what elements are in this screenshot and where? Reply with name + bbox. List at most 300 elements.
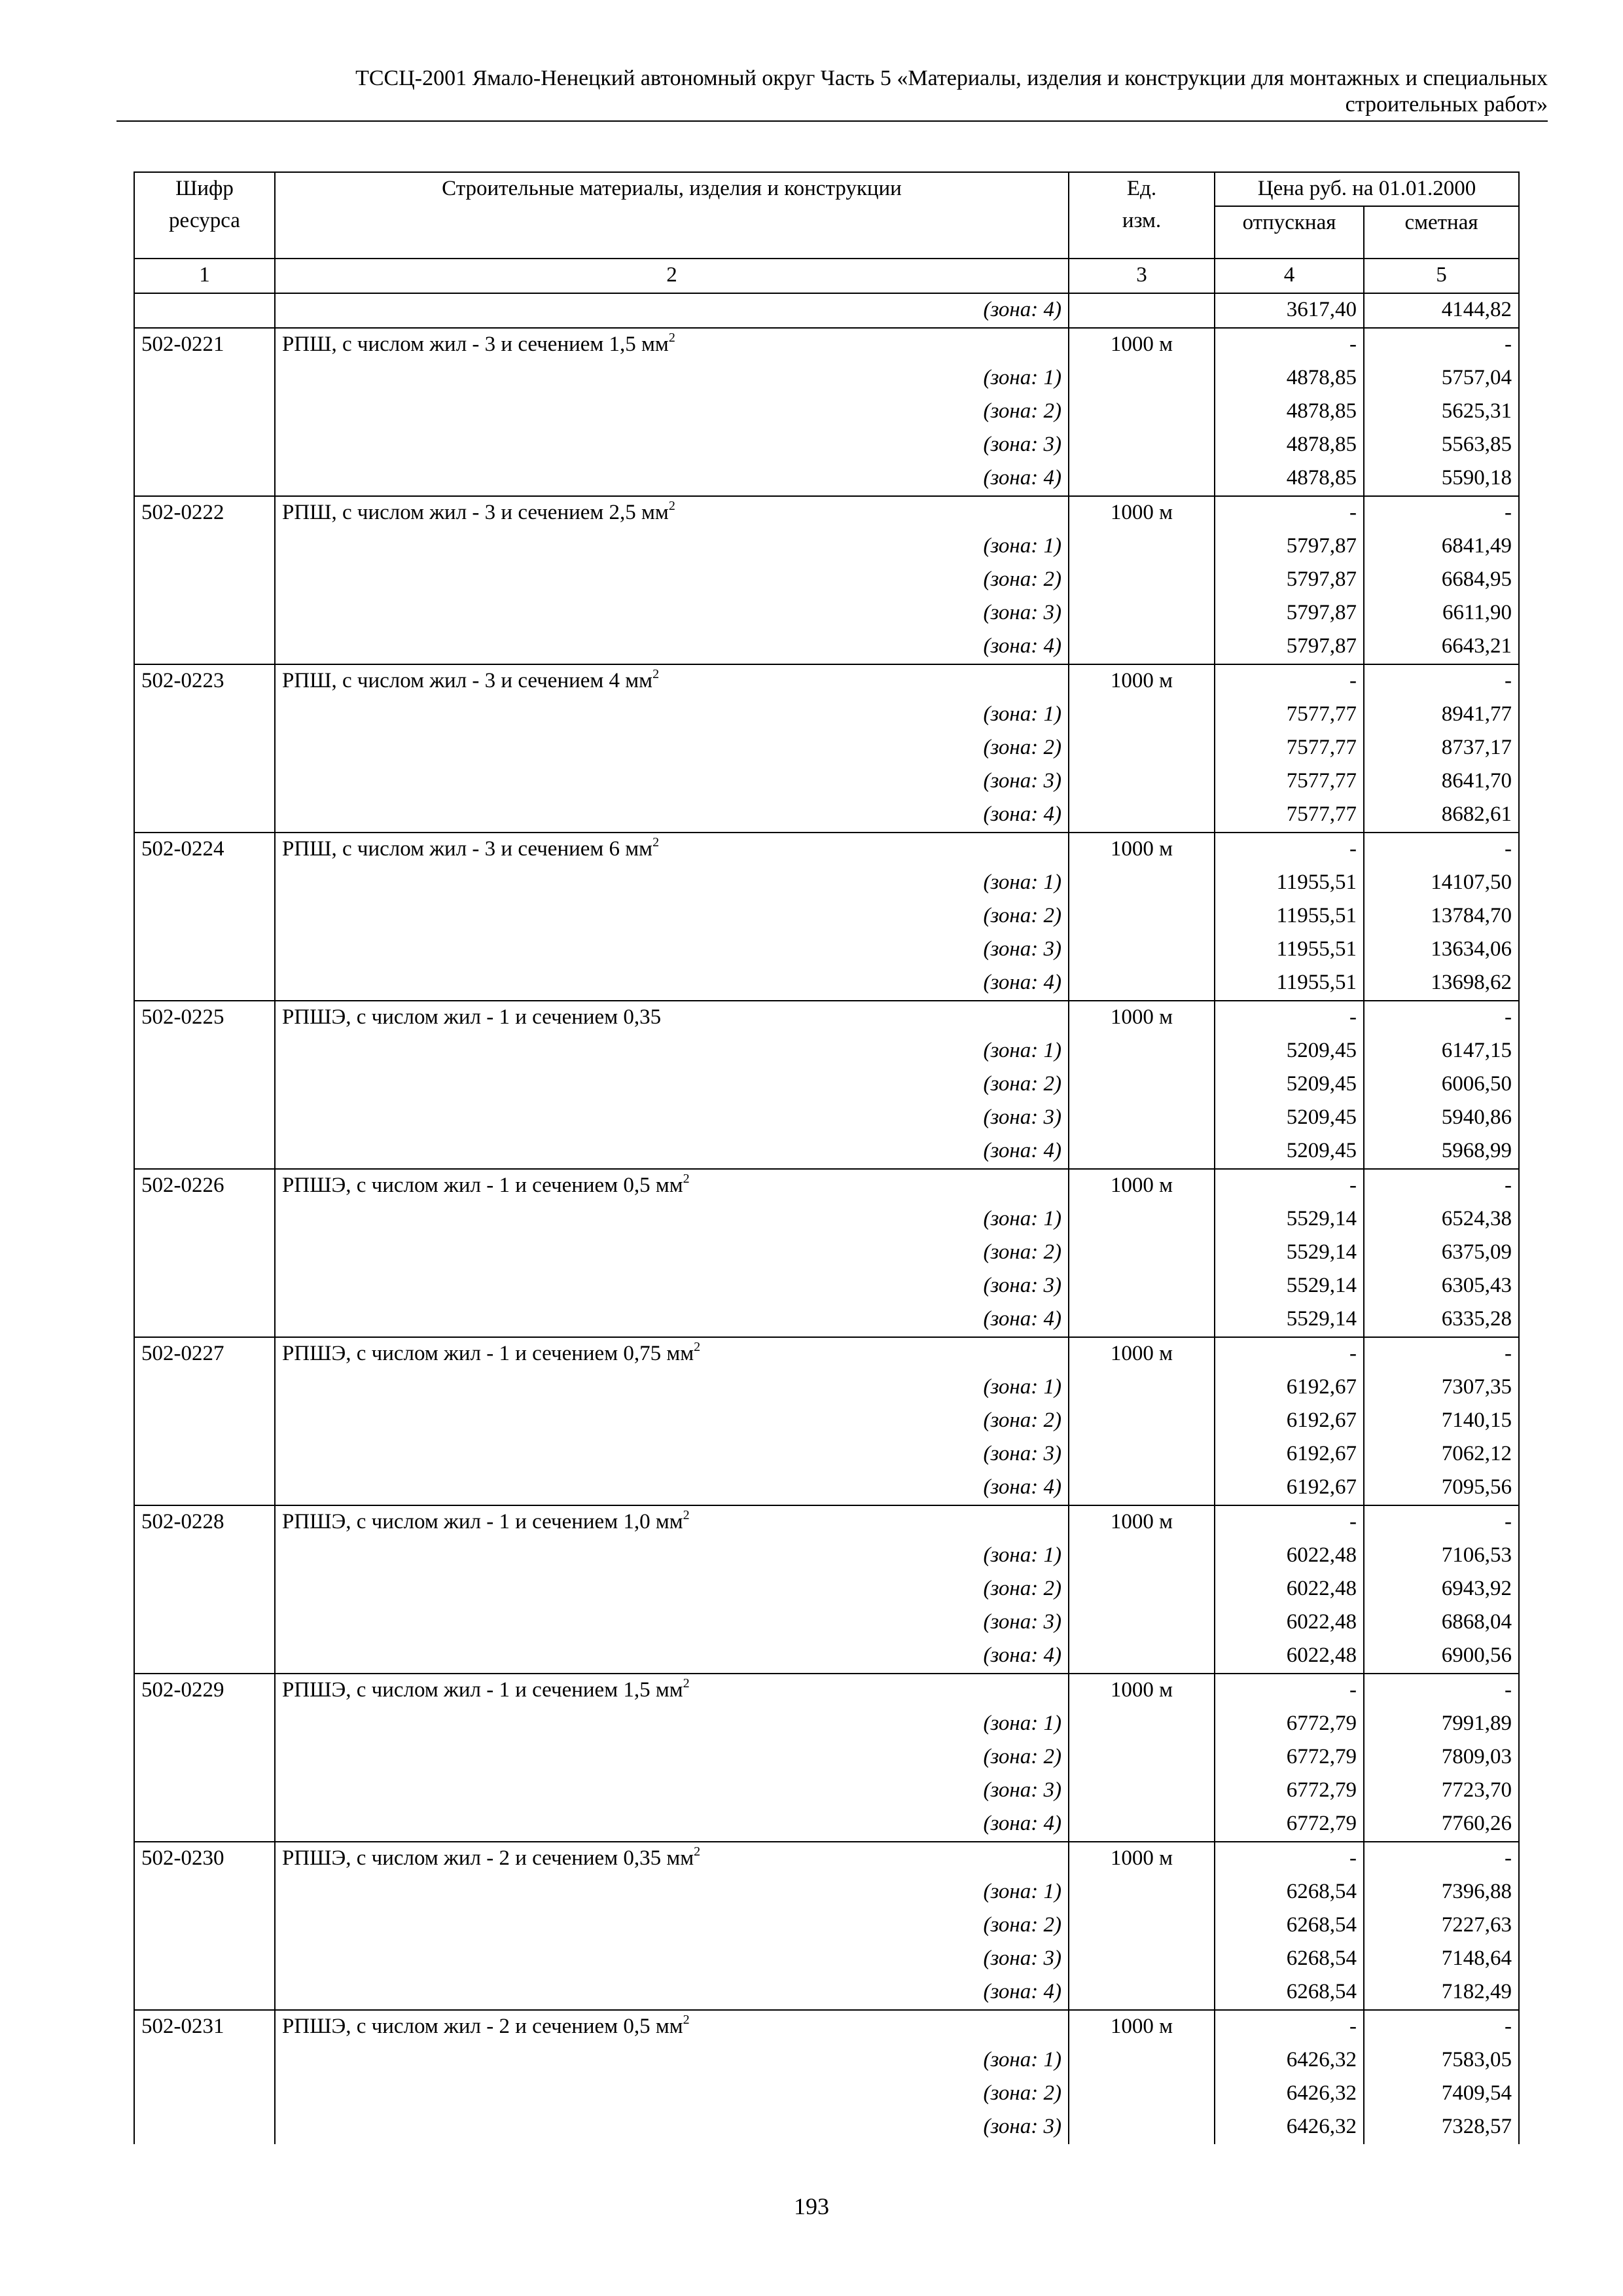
- zone-label: (зона: 3): [275, 1438, 1069, 1471]
- header-line-2: строительных работ»: [1345, 92, 1548, 117]
- zone-label: (зона: 3): [275, 1774, 1069, 1808]
- estimate-price: 6147,15: [1364, 1035, 1519, 1068]
- estimate-price: 6375,09: [1364, 1236, 1519, 1270]
- estimate-price: 6841,49: [1364, 530, 1519, 564]
- release-price: 5209,45: [1215, 1068, 1364, 1102]
- resource-code: [134, 1539, 275, 1573]
- unit-cell: 1000 м: [1069, 328, 1215, 362]
- resource-code: [134, 798, 275, 833]
- estimate-price: 6643,21: [1364, 630, 1519, 664]
- release-price: 3617,40: [1215, 293, 1364, 328]
- zone-row: [134, 732, 1519, 765]
- estimate-price: 5625,31: [1364, 395, 1519, 429]
- column-number: 2: [275, 259, 1069, 293]
- resource-code: [134, 1068, 275, 1102]
- resource-name: [275, 1505, 1069, 1539]
- unit-cell: 1000 м: [1069, 2010, 1215, 2044]
- resource-code: [134, 732, 275, 765]
- zone-label: (зона: 3): [275, 2111, 1069, 2144]
- unit-cell: [1069, 1270, 1215, 1303]
- estimate-price: 13784,70: [1364, 900, 1519, 933]
- resource-code: [134, 1774, 275, 1808]
- zone-label: (зона: 1): [275, 698, 1069, 732]
- zone-label: (зона: 4): [275, 798, 1069, 833]
- release-price: 5797,87: [1215, 630, 1364, 664]
- zone-label: (зона: 4): [275, 1135, 1069, 1169]
- release-price: 5529,14: [1215, 1303, 1364, 1337]
- zone-row: [134, 1303, 1519, 1337]
- resource-code: [134, 429, 275, 462]
- unit-cell: [1069, 429, 1215, 462]
- table-row: [134, 328, 1519, 362]
- unit-cell: [1069, 1035, 1215, 1068]
- header-line-1: ТССЦ-2001 Ямало-Ненецкий автономный округ Часть 5 «Материалы, изделия и конструкции для монтажных и специальных: [355, 66, 1548, 90]
- estimate-price: 6335,28: [1364, 1303, 1519, 1337]
- resource-code: [134, 597, 275, 630]
- resource-group: [134, 328, 1519, 496]
- unit-cell: [1069, 1640, 1215, 1674]
- resource-name-text: РПШЭ, с числом жил - 1 и сечением 0,35: [282, 1005, 662, 1029]
- zone-row: [134, 1102, 1519, 1135]
- zone-label: (зона: 1): [275, 1876, 1069, 1909]
- estimate-price: 7106,53: [1364, 1539, 1519, 1573]
- release-price: 5209,45: [1215, 1035, 1364, 1068]
- unit-superscript: 2: [683, 1676, 690, 1691]
- unit-cell: [1069, 597, 1215, 630]
- release-price: -: [1215, 2010, 1364, 2044]
- resource-name: [275, 1674, 1069, 1708]
- zone-label: (зона: 4): [275, 1808, 1069, 1842]
- unit-cell: [1069, 1774, 1215, 1808]
- table-row: [134, 1674, 1519, 1708]
- estimate-price: 5757,04: [1364, 362, 1519, 395]
- unit-cell: 1000 м: [1069, 496, 1215, 530]
- resource-group: [134, 2010, 1519, 2144]
- unit-cell: [1069, 564, 1215, 597]
- unit-superscript: 2: [694, 1340, 701, 1354]
- zone-row: [134, 933, 1519, 967]
- zone-label: (зона: 2): [275, 1236, 1069, 1270]
- resource-name: [275, 496, 1069, 530]
- zone-row: [134, 1035, 1519, 1068]
- release-price: -: [1215, 1674, 1364, 1708]
- resource-code: [134, 867, 275, 900]
- unit-cell: [1069, 2111, 1215, 2144]
- release-price: 7577,77: [1215, 798, 1364, 833]
- zone-row: [134, 1943, 1519, 1976]
- resource-code: [134, 1371, 275, 1405]
- resource-code: [134, 1909, 275, 1943]
- estimate-price: -: [1364, 1337, 1519, 1371]
- release-price: 6022,48: [1215, 1573, 1364, 1606]
- resource-code: [134, 1640, 275, 1674]
- zone-label: (зона: 2): [275, 1405, 1069, 1438]
- resource-code: 502-0221: [134, 328, 275, 362]
- unit-cell: 1000 м: [1069, 1337, 1215, 1371]
- release-price: 6426,32: [1215, 2044, 1364, 2077]
- release-price: 6022,48: [1215, 1640, 1364, 1674]
- estimate-price: 7328,57: [1364, 2111, 1519, 2144]
- release-price: -: [1215, 1505, 1364, 1539]
- resource-name-text: РПШ, с числом жил - 3 и сечением 1,5 мм: [282, 332, 669, 356]
- carry-over-group: [134, 293, 1519, 328]
- release-price: -: [1215, 1842, 1364, 1876]
- release-price: 6772,79: [1215, 1741, 1364, 1774]
- unit-cell: [1069, 1371, 1215, 1405]
- estimate-price: 7396,88: [1364, 1876, 1519, 1909]
- resource-code: 502-0224: [134, 833, 275, 867]
- unit-cell: [1069, 530, 1215, 564]
- zone-row: [134, 1405, 1519, 1438]
- table-row: [134, 1001, 1519, 1035]
- unit-cell: 1000 м: [1069, 833, 1215, 867]
- unit-cell: [1069, 1708, 1215, 1741]
- header-price: Цена руб. на 01.01.2000: [1215, 172, 1519, 206]
- unit-cell: [1069, 293, 1215, 328]
- zone-row: [134, 900, 1519, 933]
- unit-cell: [1069, 1405, 1215, 1438]
- unit-cell: 1000 м: [1069, 1505, 1215, 1539]
- zone-row: [134, 395, 1519, 429]
- unit-cell: [1069, 732, 1215, 765]
- zone-row: [134, 765, 1519, 798]
- header-release-price: отпускная: [1215, 206, 1364, 259]
- resource-code: 502-0227: [134, 1337, 275, 1371]
- zone-label: (зона: 4): [275, 1471, 1069, 1505]
- release-price: 7577,77: [1215, 732, 1364, 765]
- unit-cell: 1000 м: [1069, 1169, 1215, 1203]
- resource-code: [134, 1303, 275, 1337]
- estimate-price: 7409,54: [1364, 2077, 1519, 2111]
- release-price: -: [1215, 1169, 1364, 1203]
- price-table: [134, 171, 1520, 2144]
- zone-row: [134, 1909, 1519, 1943]
- unit-superscript: 2: [668, 499, 675, 513]
- resource-code: [134, 2077, 275, 2111]
- resource-code: [134, 1203, 275, 1236]
- release-price: 6192,67: [1215, 1371, 1364, 1405]
- resource-code: [134, 1876, 275, 1909]
- resource-code: [134, 1976, 275, 2010]
- estimate-price: -: [1364, 328, 1519, 362]
- estimate-price: 7760,26: [1364, 1808, 1519, 1842]
- zone-row: [134, 1606, 1519, 1640]
- release-price: 6772,79: [1215, 1774, 1364, 1808]
- unit-cell: 1000 м: [1069, 664, 1215, 698]
- zone-label: (зона: 4): [275, 293, 1069, 328]
- resource-code: [134, 395, 275, 429]
- unit-cell: [1069, 1808, 1215, 1842]
- unit-cell: [1069, 362, 1215, 395]
- zone-label: (зона: 3): [275, 1943, 1069, 1976]
- unit-cell: [1069, 1741, 1215, 1774]
- unit-cell: [1069, 1102, 1215, 1135]
- resource-code: [134, 1708, 275, 1741]
- estimate-price: 13698,62: [1364, 967, 1519, 1001]
- page-header: [116, 65, 1548, 118]
- resource-code: 502-0226: [134, 1169, 275, 1203]
- unit-cell: [1069, 462, 1215, 496]
- resource-code: [134, 293, 275, 328]
- page-number: 193: [794, 2193, 829, 2219]
- zone-row: [134, 630, 1519, 664]
- unit-cell: [1069, 1236, 1215, 1270]
- estimate-price: 7095,56: [1364, 1471, 1519, 1505]
- zone-label: (зона: 3): [275, 429, 1069, 462]
- resource-name: [275, 1169, 1069, 1203]
- header-code: Шифр ресурса: [134, 172, 275, 259]
- resource-name-text: РПШЭ, с числом жил - 1 и сечением 0,5 мм: [282, 1174, 683, 1197]
- estimate-price: 4144,82: [1364, 293, 1519, 328]
- release-price: 6022,48: [1215, 1606, 1364, 1640]
- unit-superscript: 2: [683, 2013, 690, 2027]
- zone-row: [134, 2111, 1519, 2144]
- zone-row: [134, 1270, 1519, 1303]
- zone-label: (зона: 4): [275, 1640, 1069, 1674]
- unit-cell: [1069, 933, 1215, 967]
- zone-label: (зона: 1): [275, 362, 1069, 395]
- estimate-price: -: [1364, 1169, 1519, 1203]
- zone-row: [134, 867, 1519, 900]
- zone-row: [134, 1774, 1519, 1808]
- resource-name-text: РПШ, с числом жил - 3 и сечением 6 мм: [282, 837, 653, 861]
- unit-superscript: 2: [683, 1172, 690, 1186]
- resource-group: [134, 1674, 1519, 1842]
- zone-label: (зона: 2): [275, 900, 1069, 933]
- resource-code: [134, 1405, 275, 1438]
- unit-cell: [1069, 1876, 1215, 1909]
- release-price: 5209,45: [1215, 1102, 1364, 1135]
- zone-label: (зона: 2): [275, 1068, 1069, 1102]
- estimate-price: -: [1364, 664, 1519, 698]
- unit-cell: [1069, 798, 1215, 833]
- zone-label: (зона: 1): [275, 1708, 1069, 1741]
- estimate-price: 7809,03: [1364, 1741, 1519, 1774]
- zone-row: [134, 1741, 1519, 1774]
- table-row: [134, 496, 1519, 530]
- header-name: Строительные материалы, изделия и конструкции: [275, 172, 1069, 259]
- estimate-price: 5968,99: [1364, 1135, 1519, 1169]
- unit-cell: [1069, 1068, 1215, 1102]
- unit-superscript: 2: [652, 835, 660, 850]
- zone-row: [134, 798, 1519, 833]
- release-price: 6772,79: [1215, 1708, 1364, 1741]
- resource-code: [134, 1943, 275, 1976]
- estimate-price: 7307,35: [1364, 1371, 1519, 1405]
- release-price: -: [1215, 833, 1364, 867]
- estimate-price: 6006,50: [1364, 1068, 1519, 1102]
- unit-cell: [1069, 1438, 1215, 1471]
- resource-name-text: РПШЭ, с числом жил - 1 и сечением 1,0 мм: [282, 1510, 683, 1534]
- zone-row: [134, 462, 1519, 496]
- unit-cell: 1000 м: [1069, 1674, 1215, 1708]
- estimate-price: -: [1364, 2010, 1519, 2044]
- release-price: -: [1215, 664, 1364, 698]
- release-price: 6268,54: [1215, 1976, 1364, 2010]
- estimate-price: 8641,70: [1364, 765, 1519, 798]
- resource-code: [134, 1135, 275, 1169]
- resource-name: [275, 1001, 1069, 1035]
- zone-label: (зона: 4): [275, 462, 1069, 496]
- unit-cell: [1069, 1606, 1215, 1640]
- resource-code: 502-0225: [134, 1001, 275, 1035]
- release-price: 6192,67: [1215, 1471, 1364, 1505]
- resource-code: [134, 630, 275, 664]
- estimate-price: -: [1364, 496, 1519, 530]
- resource-group: [134, 833, 1519, 1001]
- resource-name: [275, 328, 1069, 362]
- resource-code: [134, 765, 275, 798]
- zone-row: [134, 2077, 1519, 2111]
- resource-name: [275, 2010, 1069, 2044]
- zone-label: (зона: 1): [275, 1371, 1069, 1405]
- resource-code: 502-0222: [134, 496, 275, 530]
- release-price: -: [1215, 1337, 1364, 1371]
- zone-label: (зона: 1): [275, 1203, 1069, 1236]
- estimate-price: 5940,86: [1364, 1102, 1519, 1135]
- release-price: 5529,14: [1215, 1203, 1364, 1236]
- table-row: [134, 1505, 1519, 1539]
- zone-row: [134, 1708, 1519, 1741]
- zone-row: [134, 1976, 1519, 2010]
- resource-group: [134, 1505, 1519, 1674]
- zone-label: (зона: 4): [275, 630, 1069, 664]
- estimate-price: 6524,38: [1364, 1203, 1519, 1236]
- table-row: [134, 833, 1519, 867]
- resource-code: 502-0229: [134, 1674, 275, 1708]
- resource-code: 502-0228: [134, 1505, 275, 1539]
- zone-label: (зона: 3): [275, 1606, 1069, 1640]
- release-price: 5797,87: [1215, 564, 1364, 597]
- resource-name: [275, 833, 1069, 867]
- release-price: 6192,67: [1215, 1405, 1364, 1438]
- release-price: -: [1215, 496, 1364, 530]
- zone-row: [134, 1236, 1519, 1270]
- zone-row: [134, 2044, 1519, 2077]
- release-price: 6268,54: [1215, 1876, 1364, 1909]
- unit-cell: [1069, 2044, 1215, 2077]
- unit-cell: [1069, 1539, 1215, 1573]
- zone-label: (зона: 2): [275, 2077, 1069, 2111]
- resource-name-text: РПШЭ, с числом жил - 1 и сечением 1,5 мм: [282, 1678, 683, 1702]
- unit-cell: [1069, 900, 1215, 933]
- unit-cell: [1069, 765, 1215, 798]
- zone-label: (зона: 2): [275, 564, 1069, 597]
- release-price: 7577,77: [1215, 698, 1364, 732]
- estimate-price: -: [1364, 1001, 1519, 1035]
- estimate-price: 7723,70: [1364, 1774, 1519, 1808]
- release-price: 6426,32: [1215, 2077, 1364, 2111]
- estimate-price: 7583,05: [1364, 2044, 1519, 2077]
- zone-row: [134, 967, 1519, 1001]
- unit-cell: [1069, 1909, 1215, 1943]
- unit-cell: [1069, 1135, 1215, 1169]
- resource-code: [134, 1808, 275, 1842]
- release-price: 4878,85: [1215, 395, 1364, 429]
- table-row: [134, 2010, 1519, 2044]
- table-row: [134, 1337, 1519, 1371]
- zone-row: [134, 1539, 1519, 1573]
- estimate-price: -: [1364, 833, 1519, 867]
- zone-row: [134, 1371, 1519, 1405]
- resource-code: [134, 362, 275, 395]
- estimate-price: 6684,95: [1364, 564, 1519, 597]
- zone-row: [134, 1808, 1519, 1842]
- resource-group: [134, 1842, 1519, 2010]
- unit-cell: 1000 м: [1069, 1001, 1215, 1035]
- estimate-price: 6305,43: [1364, 1270, 1519, 1303]
- resource-name-text: РПШЭ, с числом жил - 2 и сечением 0,5 мм: [282, 2015, 683, 2038]
- zone-label: (зона: 1): [275, 1035, 1069, 1068]
- estimate-price: 8682,61: [1364, 798, 1519, 833]
- zone-row: [134, 1135, 1519, 1169]
- resource-code: [134, 1035, 275, 1068]
- zone-label: (зона: 3): [275, 765, 1069, 798]
- resource-code: [134, 1471, 275, 1505]
- resource-name-text: РПШЭ, с числом жил - 2 и сечением 0,35 мм: [282, 1846, 694, 1870]
- release-price: 6192,67: [1215, 1438, 1364, 1471]
- unit-cell: [1069, 698, 1215, 732]
- estimate-price: 6611,90: [1364, 597, 1519, 630]
- estimate-price: 6900,56: [1364, 1640, 1519, 1674]
- zone-label: (зона: 3): [275, 1102, 1069, 1135]
- zone-label: (зона: 4): [275, 1303, 1069, 1337]
- estimate-price: 7148,64: [1364, 1943, 1519, 1976]
- release-price: 5529,14: [1215, 1236, 1364, 1270]
- resource-name: [275, 1337, 1069, 1371]
- zone-row: [134, 698, 1519, 732]
- column-number: 3: [1069, 259, 1215, 293]
- resource-code: [134, 1741, 275, 1774]
- resource-code: [134, 1438, 275, 1471]
- zone-row: [134, 1471, 1519, 1505]
- release-price: 11955,51: [1215, 967, 1364, 1001]
- header-unit: Ед. изм.: [1069, 172, 1215, 259]
- resource-code: [134, 1236, 275, 1270]
- zone-row: [134, 1640, 1519, 1674]
- resource-name-text: РПШ, с числом жил - 3 и сечением 4 мм: [282, 669, 653, 692]
- column-number-row: [134, 259, 1519, 293]
- estimate-price: 7062,12: [1364, 1438, 1519, 1471]
- release-price: 6022,48: [1215, 1539, 1364, 1573]
- resource-code: [134, 1102, 275, 1135]
- estimate-price: 7182,49: [1364, 1976, 1519, 2010]
- resource-code: 502-0231: [134, 2010, 275, 2044]
- table-row: [134, 664, 1519, 698]
- unit-cell: 1000 м: [1069, 1842, 1215, 1876]
- release-price: 6426,32: [1215, 2111, 1364, 2144]
- zone-row: [134, 564, 1519, 597]
- release-price: 5209,45: [1215, 1135, 1364, 1169]
- zone-label: (зона: 2): [275, 732, 1069, 765]
- unit-cell: [1069, 867, 1215, 900]
- release-price: 7577,77: [1215, 765, 1364, 798]
- estimate-price: 7140,15: [1364, 1405, 1519, 1438]
- unit-cell: [1069, 1203, 1215, 1236]
- estimate-price: 5590,18: [1364, 462, 1519, 496]
- header-estimate-price: сметная: [1364, 206, 1519, 259]
- release-price: 4878,85: [1215, 429, 1364, 462]
- resource-code: [134, 1573, 275, 1606]
- zone-label: (зона: 3): [275, 1270, 1069, 1303]
- resource-code: [134, 698, 275, 732]
- resource-code: [134, 1606, 275, 1640]
- estimate-price: -: [1364, 1505, 1519, 1539]
- resource-name-text: РПШ, с числом жил - 3 и сечением 2,5 мм: [282, 501, 669, 524]
- resource-group: [134, 664, 1519, 833]
- release-price: 11955,51: [1215, 867, 1364, 900]
- zone-row: [134, 530, 1519, 564]
